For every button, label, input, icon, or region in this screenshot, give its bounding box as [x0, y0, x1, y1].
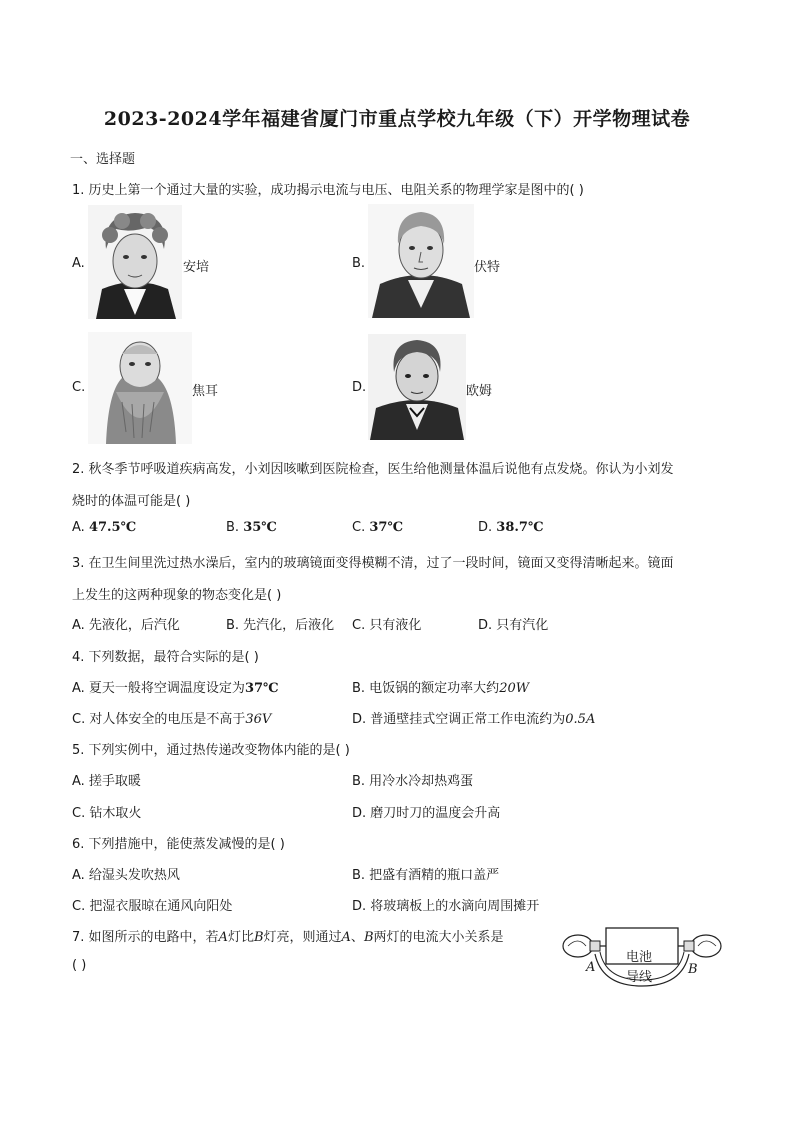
question-3-line-2: 上发生的这两种现象的物态变化是( ) [72, 588, 282, 603]
q4-option-a[interactable] [72, 677, 279, 696]
q2-option-c[interactable] [352, 520, 403, 535]
q4-option-c-value: 36V [245, 712, 272, 727]
q4-option-d-value: 0.5A [565, 712, 596, 727]
portrait-ampere [88, 205, 182, 319]
section-heading: 一、选择题 [70, 152, 136, 167]
q7-lamp-b: B [253, 930, 264, 945]
label-a: A [586, 960, 596, 975]
q4-option-c[interactable] [72, 708, 271, 727]
q1-option-a-name: 安培 [183, 260, 210, 275]
q2-option-b-value: 35℃ [243, 520, 277, 535]
q2-option-a-value: 47.5℃ [88, 520, 137, 535]
q5-option-b[interactable]: B. 用冷水冷却热鸡蛋 [352, 774, 474, 789]
q6-option-a[interactable]: A. 给湿头发吹热风 [72, 868, 180, 883]
q5-option-c[interactable]: C. 钻木取火 [72, 806, 142, 821]
circuit-figure [560, 922, 724, 992]
q4-option-d[interactable] [352, 708, 595, 727]
q1-option-a-letter[interactable]: A. [72, 256, 85, 271]
q7-stem-post: 两灯的电流大小关系是 [373, 930, 504, 945]
q5-option-d[interactable]: D. 磨刀时刀的温度会升高 [352, 806, 501, 821]
q1-option-b-name: 伏特 [474, 260, 501, 275]
bulb-b [684, 935, 721, 957]
q5-option-a[interactable]: A. 搓手取暖 [72, 774, 141, 789]
battery-label: 电池 [626, 950, 653, 965]
q7-stem-pre: 7. 如图所示的电路中，若 [72, 930, 219, 945]
q7-sep: 、 [350, 930, 364, 945]
q3-option-d[interactable]: D. 只有汽化 [478, 618, 549, 633]
q7-lamp-a-2: A [341, 930, 351, 945]
q6-option-d[interactable]: D. 将玻璃板上的水滴向周围摊开 [352, 899, 540, 914]
q4-option-a-text: A. 夏天一般将空调温度设定为 [72, 681, 245, 696]
q3-option-a[interactable]: A. 先液化，后汽化 [72, 618, 180, 633]
q2-option-a[interactable] [72, 520, 136, 535]
q4-option-b-text: B. 电饭锅的额定功率大约 [352, 681, 500, 696]
question-7-stem [72, 926, 504, 945]
question-2-line-1: 2. 秋冬季节呼吸道疾病高发，小刘因咳嗽到医院检查，医生给他测量体温后说他有点发烧。你认为小刘发 [72, 462, 674, 477]
q4-option-b-value: 20W [499, 681, 530, 696]
portrait-joule [88, 332, 192, 444]
q2-option-d-value: 38.7℃ [496, 520, 544, 535]
q6-option-b[interactable]: B. 把盛有酒精的瓶口盖严 [352, 868, 500, 883]
question-4-stem: 4. 下列数据，最符合实际的是( ) [72, 650, 259, 665]
portrait-ohm [368, 334, 466, 440]
q2-option-b[interactable] [226, 520, 277, 535]
q1-option-d-name: 欧姆 [466, 384, 493, 399]
q1-option-c-name: 焦耳 [192, 384, 219, 399]
q3-option-c[interactable]: C. 只有液化 [352, 618, 422, 633]
q6-option-c[interactable]: C. 把湿衣服晾在通风向阳处 [72, 899, 233, 914]
q4-option-a-value: 37℃ [244, 681, 279, 696]
question-6-stem: 6. 下列措施中，能使蒸发减慢的是( ) [72, 837, 285, 852]
q4-option-c-text: C. 对人体安全的电压是不高于 [72, 712, 246, 727]
label-b: B [688, 962, 698, 977]
question-1-stem: 1. 历史上第一个通过大量的实验，成功揭示电流与电压、电阻关系的物理学家是图中的( ) [72, 183, 584, 198]
question-2-line-2: 烧时的体温可能是( ) [72, 494, 191, 509]
q4-option-d-text: D. 普通壁挂式空调正常工作电流约为 [352, 712, 566, 727]
page-title: 2023-2024学年福建省厦门市重点学校九年级（下）开学物理试卷 [103, 108, 691, 130]
q2-option-a-letter: A. [72, 520, 85, 535]
q7-stem-mid1: 灯比 [227, 930, 254, 945]
q3-option-b[interactable]: B. 先汽化，后液化 [226, 618, 335, 633]
q7-lamp-b-2: B [363, 930, 374, 945]
question-5-stem: 5. 下列实例中，通过热传递改变物体内能的是( ) [72, 743, 350, 758]
q2-option-c-value: 37℃ [369, 520, 404, 535]
q7-lamp-a: A [218, 930, 228, 945]
portrait-volta [368, 204, 474, 318]
q1-option-b-letter[interactable]: B. [352, 256, 366, 271]
q4-option-b[interactable] [352, 677, 529, 696]
question-7-paren: ( ) [72, 958, 87, 973]
q1-option-d-letter[interactable]: D. [352, 380, 367, 395]
q2-option-d[interactable] [478, 520, 544, 535]
q1-option-c-letter[interactable]: C. [72, 380, 86, 395]
q7-stem-mid2: 灯亮，则通过 [263, 930, 342, 945]
q2-option-b-letter: B. [226, 520, 240, 535]
question-3-line-1: 3. 在卫生间里洗过热水澡后，室内的玻璃镜面变得模糊不清，过了一段时间，镜面又变得清晰起来。镜面 [72, 556, 674, 571]
q2-option-d-letter: D. [478, 520, 493, 535]
wire-label: 导线 [626, 970, 653, 985]
q2-option-c-letter: C. [352, 520, 366, 535]
bulb-a [563, 935, 600, 957]
